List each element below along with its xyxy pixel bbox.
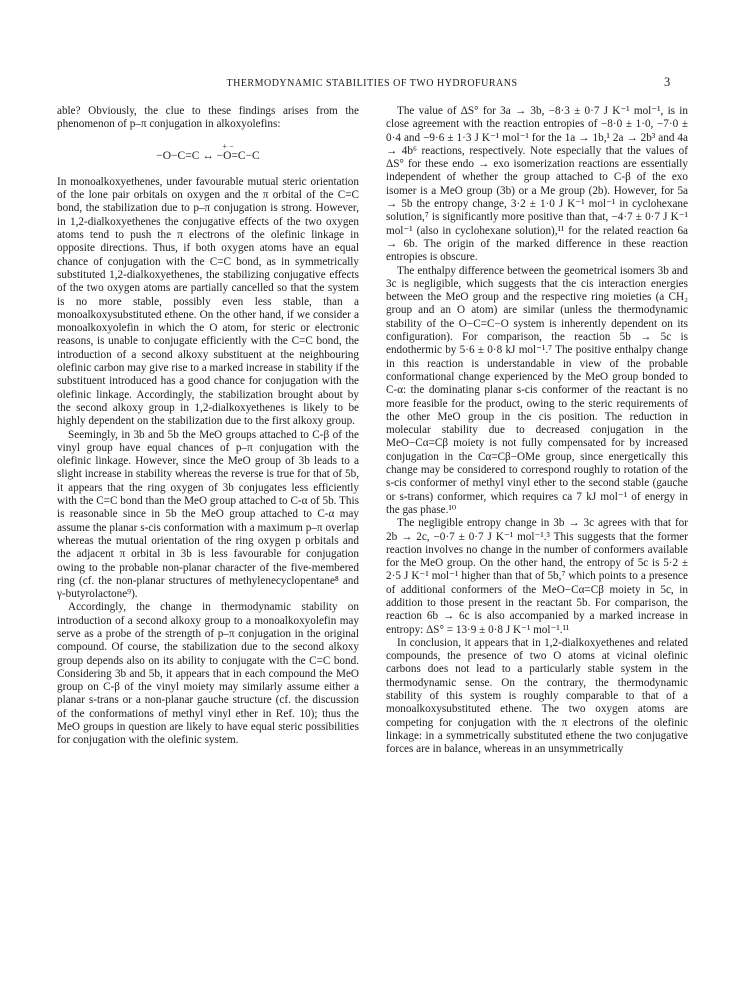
page-header xyxy=(0,75,744,94)
running-title: THERMODYNAMIC STABILITIES OF TWO HYDROFURANS xyxy=(226,78,518,89)
page-number: 3 xyxy=(664,75,671,89)
left-paragraph-1: able? Obviously, the clue to these findings arises from the phenomenon of p–π conjugation in alkoxyolefins: xyxy=(57,105,359,131)
formula-text: −O−C=C ↔ −O=C−C xyxy=(156,149,260,162)
right-paragraph-3: The negligible entropy change in 3b → 3c agrees with that for 2b → 2c, −0·7 ± 0·7 J K⁻¹ mol⁻¹.³ This suggests that the former reaction involves no change in the number of conformers available for the MeO group. On the other hand, the entropy of 5c is 5·2 ± 2·5 J K⁻¹ mol⁻¹ higher than that of 5b,⁷ which points to a presence of additional conformers of the MeO−Cα=Cβ moiety in 5c, in addition to those present in the reactant 5b. For comparison, the reaction 6b → 6c is also accompanied by a marked increase in entropy: ΔS° = 13·9 ± 0·8 J K⁻¹ mol⁻¹.¹¹ xyxy=(386,517,688,636)
right-paragraph-1: The value of ΔS° for 3a → 3b, −8·3 ± 0·7 J K⁻¹ mol⁻¹, is in close agreement with the reaction entropies of −8·0 ± 1·0, −7·0 ± 0·4 and −9·6 ± 1·3 J K⁻¹ mol⁻¹ for the 1a → 1b,¹ 2a → 2b³ and 4a → 4b⁶ reactions, respectively. Note especially that the values of ΔS° for these endo → exo isomerization reactions are essentially independent of whether the group attached to C-β of the exo isomer is a MeO group (3b) or a Me group (2b). However, for 5a → 5b the entropy change, 3·2 ± 1·0 J K⁻¹ mol⁻¹ in cyclohexane solution,⁷ is significantly more positive than that, −4·7 ± 0·7 J K⁻¹ mol⁻¹ (also in cyclohexane solution),¹¹ for the related reaction 6a → 6b. The origin of the marked difference in these reaction entropies is obscure. xyxy=(386,105,688,264)
right-column xyxy=(386,105,688,757)
left-paragraph-4: Accordingly, the change in thermodynamic stability on introduction of a second alkoxy group to a monoalkoxyolefin may serve as a probe of the strength of p–π conjugation in the original compound. Of course, the stabilization due to the second alkoxy group depends also on its ability to conjugate with the C=C bond. Considering 3b and 5b, it appears that in each compound the MeO group on C-β of the vinyl moiety may similarly assume either a planar s-trans or a non-planar gauche structure (cf. the discussion of the conformations of methyl vinyl ether in Ref. 10); thus the MeO groups in question are likely to have equal steric possibilities for conjugation with the olefinic system. xyxy=(57,601,359,747)
formula-charges: + − xyxy=(222,141,234,151)
left-column xyxy=(57,105,359,748)
right-paragraph-2: The enthalpy difference between the geometrical isomers 3b and 3c is negligible, which suggests that the cis interaction energies between the MeO group and the respective ring moieties (a CH₂ group and an O atom) are similar (unless the thermodynamic stability of the O−C=C−O system is inherently dependent on its configuration). For comparison, the reaction 5b → 5c is endothermic by 5·6 ± 0·8 kJ mol⁻¹.⁷ The positive enthalpy change in this reaction is understandable in view of the probable conformational change experienced by the MeO group bonded to C-α: the dominating planar s-cis conformer of the reactant is no more feasible for the product, owing to the steric requirements of the other MeO group in the cis position. The reduction in molecular stability due to decreased conjugation in the MeO−Cα=Cβ moiety is not fully compensated for by increased conjugation in the Cα=Cβ−OMe group, since energetically this change may be considered to correspond roughly to rotation of the s-cis conformer of methyl vinyl ether to the second stable (gauche or s-trans) conformer, which requires ca 7 kJ mol⁻¹ of energy in the gas phase.¹⁰ xyxy=(386,264,688,516)
left-paragraph-3: Seemingly, in 3b and 5b the MeO groups attached to C-β of the vinyl group have equal chances of p–π conjugation with the olefinic linkage. However, since the MeO group of 3b leads to a slight increase in stability whereas the reverse is true for that of 5b, it appears that the ring oxygen of 3b conjugates less efficiently with the C=C bond than the MeO group attached to C-α of 5b. This is reasonable since in 5b the MeO group attached to C-α may assume the planar s-cis conformation with a maximum p–π overlap whereas the mutual orientation of the ring oxygen p orbitals and the adjacent π orbital in 3b is less favourable for conjugation owing to the probable non-planar character of the five-membered ring (cf. the non-planar structures of methylenecyclopentane⁸ and γ-butyrolactone⁹). xyxy=(57,428,359,601)
right-paragraph-4: In conclusion, it appears that in 1,2-dialkoxyethenes and related compounds, the presence of two O atoms at vicinal olefinic carbons does not lead to a particularly stable system in the thermodynamic sense. On the contrary, the thermodynamic stability of this system is roughly comparable to that of a monoalkoxysubstituted ethene. The two oxygen atoms are competing for conjugation with the π electrons of the olefinic linkage: in a symmetrically substituted ethene the two conjugative forces are in balance, whereas in an unsymmetrically xyxy=(386,636,688,756)
left-paragraph-2: In monoalkoxyethenes, under favourable mutual steric orientation of the lone pair orbitals on oxygen and the π orbital of the C=C bond, the stabilization due to p–π conjugation is strong. However, in 1,2-dialkoxyethenes the conjugative effects of the two oxygen atoms tend to push the π electrons of the olefinic linkage in opposite directions. Thus, if both oxygen atoms have an equal chance of conjugation with the C=C bond, as in symmetrically substituted 1,2-dialkoxyethenes, the stabilizing conjugative effects of the two oxygen atoms are partially cancelled so that the system is no more stable, possibly even less stable, than a monoalkoxysubstituted ethene. On the other hand, if we consider a monoalkoxyolefin in which the O atom, for steric or electronic reasons, is unable to conjugate efficiently with the C=C bond, the introduction of a second alkoxy substituent at the neighbouring olefinic carbon may give rise to a marked increase in stability if the substituent introduced has a good chance for conjugation with the olefinic linkage. Accordingly, the stabilization brought about by the second alkoxy group in 1,2-dialkoxyethenes is likely to be highly dependent on the stabilization due to the first alkoxy group. xyxy=(57,175,359,428)
resonance-formula xyxy=(57,141,359,163)
